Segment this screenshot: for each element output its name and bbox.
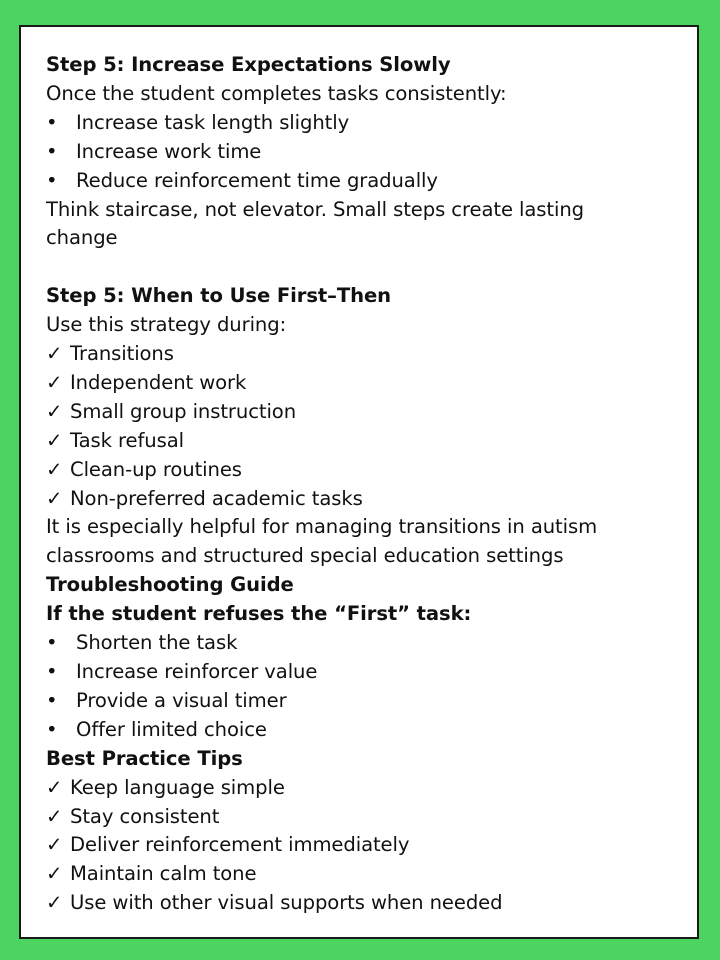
check-item <box>46 860 686 889</box>
section-heading: Step 5: Increase Expectations Slowly <box>46 53 451 76</box>
bullet-text: Increase work time <box>76 139 262 163</box>
check-item <box>46 398 686 427</box>
check-text: Deliver reinforcement immediately <box>70 833 410 857</box>
check-text: Use with other visual supports when needed <box>70 891 503 915</box>
bullet-item <box>46 109 686 138</box>
bullet-item <box>46 167 686 196</box>
section-heading: Troubleshooting Guide <box>46 573 294 597</box>
check-item <box>46 889 686 918</box>
bullet-item <box>46 138 686 167</box>
content-card <box>19 25 699 939</box>
check-item <box>46 340 686 369</box>
check-icon: ✓ <box>46 833 63 857</box>
check-text: Non-preferred academic tasks <box>70 486 363 510</box>
bullet-icon: • <box>46 717 58 741</box>
check-icon: ✓ <box>46 775 63 799</box>
bullet-icon: • <box>46 631 58 655</box>
check-text: Keep language simple <box>70 775 285 799</box>
bullet-text: Provide a visual timer <box>76 688 287 712</box>
section-closing: Think staircase, not elevator. Small steps create lasting change <box>46 197 584 250</box>
check-text: Independent work <box>70 370 247 394</box>
bullet-text: Increase reinforcer value <box>76 660 318 684</box>
check-icon: ✓ <box>46 804 63 828</box>
bullet-text: Offer limited choice <box>76 717 267 741</box>
check-text: Maintain calm tone <box>70 862 257 886</box>
check-text: Clean-up routines <box>70 457 242 481</box>
section-intro: Once the student completes tasks consistently: <box>46 81 507 105</box>
bullet-item <box>46 658 686 687</box>
bullet-text: Reduce reinforcement time gradually <box>76 168 438 192</box>
check-icon: ✓ <box>46 891 63 915</box>
check-icon: ✓ <box>46 862 63 886</box>
check-icon: ✓ <box>46 428 63 452</box>
bullet-item <box>46 716 686 745</box>
section-heading: Step 5: When to Use First–Then <box>46 284 391 308</box>
check-item <box>46 774 686 803</box>
section-subheading: If the student refuses the “First” task: <box>46 602 472 626</box>
check-icon: ✓ <box>46 486 63 510</box>
bullet-icon: • <box>46 139 58 163</box>
check-item <box>46 427 686 456</box>
check-text: Task refusal <box>70 428 184 452</box>
check-icon: ✓ <box>46 399 63 423</box>
check-item <box>46 831 686 860</box>
document-body <box>46 51 686 918</box>
check-item <box>46 369 686 398</box>
bullet-item <box>46 687 686 716</box>
bullet-text: Shorten the task <box>76 631 238 655</box>
section-heading: Best Practice Tips <box>46 746 243 770</box>
check-item <box>46 456 686 485</box>
check-text: Small group instruction <box>70 399 297 423</box>
section-intro: Use this strategy during: <box>46 313 287 337</box>
bullet-icon: • <box>46 168 58 192</box>
check-icon: ✓ <box>46 457 63 481</box>
bullet-icon: • <box>46 110 58 134</box>
bullet-text: Increase task length slightly <box>76 110 350 134</box>
bullet-icon: • <box>46 688 58 712</box>
check-text: Stay consistent <box>70 804 220 828</box>
check-item <box>46 803 686 832</box>
bullet-item <box>46 629 686 658</box>
spacer <box>46 253 686 282</box>
check-item <box>46 485 686 514</box>
check-icon: ✓ <box>46 370 63 394</box>
bullet-icon: • <box>46 660 58 684</box>
check-icon: ✓ <box>46 342 63 366</box>
check-text: Transitions <box>70 342 174 366</box>
section-closing: It is especially helpful for managing transitions in autism classrooms and structured special education settings <box>46 515 598 568</box>
